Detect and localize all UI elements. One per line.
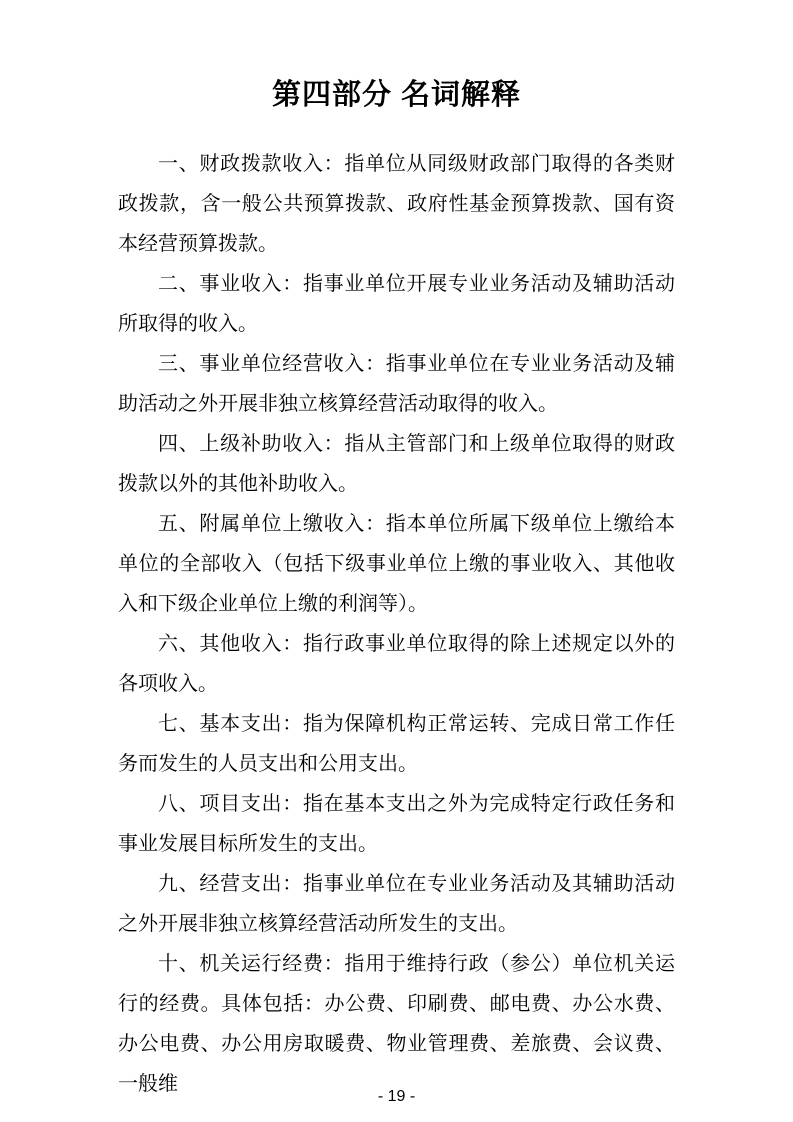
definition-paragraph-7: 七、基本支出：指为保障机构正常运转、完成日常工作任务而发生的人员支出和公用支出。 xyxy=(118,713,675,775)
definition-paragraph-1: 一、财政拨款收入：指单位从同级财政部门取得的各类财政拨款，含一般公共预算拨款、政府性基金预算拨款、国有资本经营预算拨款。 xyxy=(118,153,675,255)
page-number: - 19 - xyxy=(377,1088,416,1105)
page-title: 第四部分 名词解释 xyxy=(271,79,522,111)
definition-paragraph-9: 九、经营支出：指事业单位在专业业务活动及其辅助活动之外开展非独立核算经营活动所发生的支出。 xyxy=(118,873,675,935)
document-body xyxy=(118,144,675,1104)
definition-paragraph-4: 四、上级补助收入：指从主管部门和上级单位取得的财政拨款以外的其他补助收入。 xyxy=(118,433,675,495)
definition-paragraph-5: 五、附属单位上缴收入：指本单位所属下级单位上缴给本单位的全部收入（包括下级事业单位上缴的事业收入、其他收入和下级企业单位上缴的利润等）。 xyxy=(118,513,675,615)
definition-paragraph-3: 三、事业单位经营收入：指事业单位在专业业务活动及辅助活动之外开展非独立核算经营活动取得的收入。 xyxy=(118,353,675,415)
definition-paragraph-2: 二、事业收入：指事业单位开展专业业务活动及辅助活动所取得的收入。 xyxy=(118,273,675,335)
definition-paragraph-10: 十、机关运行经费：指用于维持行政（参公）单位机关运行的经费。具体包括：办公费、印刷费、邮电费、办公水费、办公电费、办公用房取暖费、物业管理费、差旅费、会议费、一般维 xyxy=(118,953,675,1095)
definition-paragraph-6: 六、其他收入：指行政事业单位取得的除上述规定以外的各项收入。 xyxy=(118,633,675,695)
definition-paragraph-8: 八、项目支出：指在基本支出之外为完成特定行政任务和事业发展目标所发生的支出。 xyxy=(118,793,675,855)
page-footer xyxy=(0,1088,793,1106)
